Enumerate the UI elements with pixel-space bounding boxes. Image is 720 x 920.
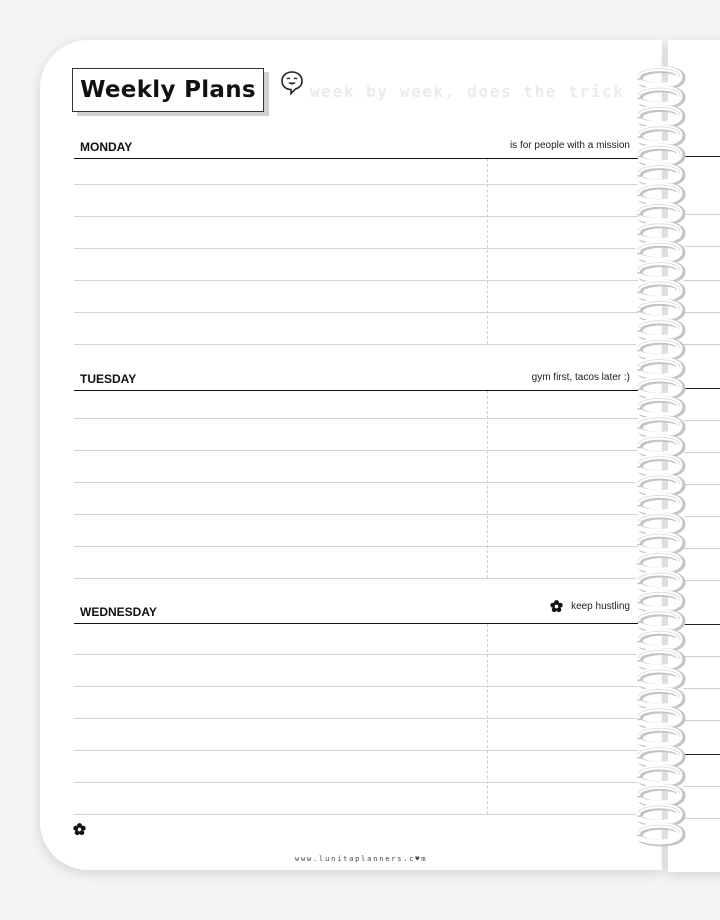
coil-ring <box>638 709 682 727</box>
day-note-wrap-wednesday <box>550 600 630 613</box>
coil-ring <box>638 786 682 804</box>
coil-ring <box>638 360 682 378</box>
day-title-monday: MONDAY <box>80 140 133 154</box>
coil-ring <box>638 573 682 591</box>
coil-ring <box>638 592 682 610</box>
coil-ring <box>638 340 682 358</box>
planner-page <box>40 40 662 870</box>
coil-ring <box>638 398 682 416</box>
coil-ring <box>638 689 682 707</box>
coil-ring <box>638 204 682 222</box>
coil-ring <box>638 670 682 688</box>
coil-ring <box>638 631 682 649</box>
day-note-monday: is for people with a mission <box>509 140 630 151</box>
coil-ring <box>638 69 682 87</box>
column-divider <box>487 391 488 578</box>
writing-line[interactable] <box>74 216 638 217</box>
writing-line[interactable] <box>74 184 638 185</box>
coil-ring <box>638 243 682 261</box>
coil-ring <box>638 107 682 125</box>
coil-ring <box>638 457 682 475</box>
column-divider <box>487 159 488 344</box>
writing-line[interactable] <box>74 312 638 313</box>
page-title: Weekly Plans <box>80 77 256 103</box>
smiley-speech-bubble-icon <box>280 70 304 96</box>
title-box <box>72 68 264 112</box>
coil-ring <box>638 185 682 203</box>
flower-icon <box>550 600 563 613</box>
coil-ring <box>638 748 682 766</box>
footer-url[interactable]: www.lunitaplanners.c♥m <box>295 855 428 863</box>
flower-icon <box>73 823 86 836</box>
writing-line[interactable] <box>74 546 638 547</box>
coil-ring <box>638 282 682 300</box>
coil-ring <box>638 651 682 669</box>
writing-line[interactable] <box>74 450 638 451</box>
day-title-tuesday: TUESDAY <box>80 372 137 386</box>
coil-ring <box>638 301 682 319</box>
coil-ring <box>638 437 682 455</box>
coil-ring <box>638 476 682 494</box>
coil-ring <box>638 146 682 164</box>
writing-line[interactable] <box>74 482 638 483</box>
coil-ring <box>638 534 682 552</box>
coil-ring <box>638 321 682 339</box>
day-title-wednesday: WEDNESDAY <box>80 605 157 619</box>
coil-ring <box>638 515 682 533</box>
writing-line[interactable] <box>74 686 638 687</box>
coil-ring <box>638 88 682 106</box>
writing-line[interactable] <box>74 814 638 815</box>
column-divider <box>487 624 488 814</box>
tagline: week by week, does the trick <box>310 82 625 101</box>
writing-line[interactable] <box>74 782 638 783</box>
coil-ring <box>638 418 682 436</box>
spiral-binding <box>632 66 696 856</box>
writing-line[interactable] <box>74 718 638 719</box>
writing-line[interactable] <box>74 280 638 281</box>
writing-line[interactable] <box>74 578 638 579</box>
coil-ring <box>638 767 682 785</box>
writing-line[interactable] <box>74 750 638 751</box>
day-header-rule <box>74 390 638 391</box>
writing-line[interactable] <box>74 654 638 655</box>
coil-ring <box>638 127 682 145</box>
coil-ring <box>638 728 682 746</box>
coil-ring <box>638 263 682 281</box>
coil-ring <box>638 166 682 184</box>
writing-line[interactable] <box>74 418 638 419</box>
coil-ring <box>638 554 682 572</box>
writing-line[interactable] <box>74 344 638 345</box>
day-note-wednesday: keep hustling <box>571 601 630 612</box>
day-header-rule <box>74 158 638 159</box>
writing-line[interactable] <box>74 248 638 249</box>
coil-ring <box>638 825 682 843</box>
coil-ring <box>638 379 682 397</box>
coil-ring <box>638 806 682 824</box>
coil-ring <box>638 224 682 242</box>
writing-line[interactable] <box>74 514 638 515</box>
day-header-rule <box>74 623 638 624</box>
coil-ring <box>638 495 682 513</box>
coil-ring <box>638 612 682 630</box>
day-note-tuesday: gym first, tacos later :) <box>531 372 630 383</box>
